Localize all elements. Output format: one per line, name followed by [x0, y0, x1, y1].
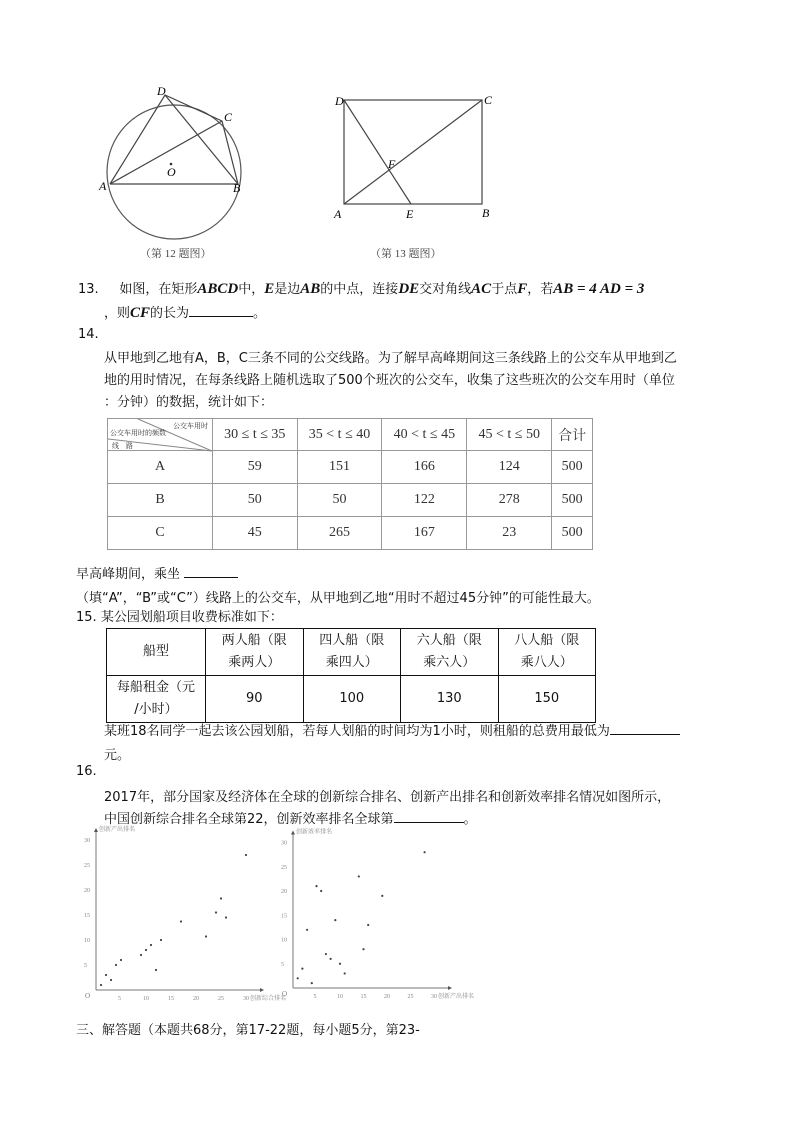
column-header: 40 < t ≤ 45 — [382, 419, 467, 451]
answer-blank-14[interactable] — [184, 565, 238, 578]
data-point — [145, 949, 147, 951]
data-point — [105, 974, 107, 976]
data-point — [381, 895, 383, 897]
question-14-line: 地的用时情况，在每条线路上随机选取了500个班次的公交车，收集了这些班次的公交车用时（单位 — [104, 373, 675, 388]
question-14-line: 从甲地到乙地有A，B，C三条不同的公交线路。为了解早高峰期间这三条线路上的公交车从甲地到乙 — [104, 351, 677, 366]
label-c: C — [484, 93, 493, 107]
x-tick-label: 25 — [218, 996, 224, 1002]
y-tick-label: 25 — [281, 864, 287, 871]
boat-price-table — [106, 628, 596, 723]
figure-12-caption: （第 12 题图） — [140, 248, 212, 260]
data-point — [358, 875, 360, 877]
origin-label: O — [85, 992, 91, 1000]
figure-13-caption: （第 13 题图） — [370, 248, 442, 260]
data-point — [245, 854, 247, 856]
y-tick-label: 30 — [281, 840, 287, 847]
x-tick-label: 10 — [337, 994, 343, 1000]
x-tick-label: 30 — [431, 994, 437, 1000]
data-point — [120, 959, 122, 961]
question-13: 13. 如图，在矩形ABCD中，E是边AB的中点，连接DE交对角线AC于点F，若AB = 4 AD = 3 — [78, 281, 645, 297]
question-16-line: 2017年，部分国家及经济体在全球的创新综合排名、创新产出排名和创新效率排名情况如图所示， — [104, 790, 671, 805]
y-tick-label: 20 — [281, 889, 287, 895]
data-point — [140, 954, 142, 956]
column-header: 合计 — [552, 419, 593, 451]
y-tick-label: 10 — [281, 937, 287, 944]
data-point — [325, 953, 327, 955]
label-b: B — [482, 206, 490, 220]
label-a: A — [99, 179, 107, 193]
label-a: A — [334, 207, 342, 221]
column-header: 30 ≤ t ≤ 35 — [213, 419, 298, 451]
figure-13 — [330, 90, 510, 265]
y-tick-label: 20 — [84, 888, 90, 894]
data-point — [180, 920, 182, 922]
data-point — [424, 851, 426, 853]
label-b: B — [233, 181, 241, 195]
column-header: 45 < t ≤ 50 — [467, 419, 552, 451]
data-point — [320, 890, 322, 892]
y-tick-label: 5 — [281, 961, 284, 968]
data-point — [225, 916, 227, 918]
y-tick-label: 15 — [84, 913, 90, 919]
x-tick-label: 5 — [313, 994, 317, 1000]
column-header: 35 < t ≤ 40 — [297, 419, 382, 451]
label-c: C — [224, 110, 233, 124]
question-15: 15. 某公园划船项目收费标准如下： — [76, 610, 283, 625]
y-axis-label: 创新效率排名 — [296, 829, 333, 836]
question-13-line2: ，则CF的长为 。 — [104, 305, 267, 321]
x-tick-label: 15 — [168, 996, 174, 1002]
data-point — [297, 977, 299, 979]
data-point — [205, 935, 207, 937]
x-tick-label: 20 — [384, 994, 390, 1000]
data-point — [220, 897, 222, 899]
data-point — [311, 982, 313, 984]
y-tick-label: 15 — [281, 913, 287, 920]
data-point — [160, 939, 162, 941]
label-e: E — [406, 207, 414, 221]
label-f: F — [388, 157, 396, 171]
data-point — [362, 948, 364, 950]
data-point — [215, 911, 217, 913]
question-14-number: 14. — [78, 327, 99, 342]
label-d: D — [157, 84, 166, 98]
x-tick-label: 20 — [193, 996, 199, 1002]
y-axis-arrow — [291, 831, 295, 835]
x-tick-label: 30 — [243, 996, 249, 1002]
data-point — [115, 964, 117, 966]
data-point — [301, 968, 303, 970]
table-row: 每船租金（元 /小时） 90 100 130 150 — [107, 676, 596, 723]
x-tick-label: 15 — [360, 994, 367, 1000]
question-15-unit: 元。 — [104, 748, 131, 763]
x-tick-label: 10 — [143, 996, 149, 1002]
data-point — [344, 972, 346, 974]
x-axis-arrow — [260, 988, 264, 992]
y-tick-label: 10 — [84, 938, 90, 944]
scatter-chart-efficiency-vs-output — [278, 822, 475, 1004]
bus-time-table — [107, 418, 593, 550]
question-15-text: 某班18名同学一起去该公园划船，若每人划船的时间均为1小时，则租船的总费用最低为 — [104, 720, 680, 739]
y-tick-label: 30 — [84, 838, 90, 844]
question-14-line: ：分钟）的数据，统计如下： — [104, 395, 274, 410]
question-16-number: 16. — [76, 764, 97, 779]
scatter-chart-output-vs-overall — [80, 822, 292, 1004]
diagonal-corner-cell: 公交车用时 公交车用时的频数 线 路 — [108, 419, 213, 451]
table-header-row — [108, 419, 593, 451]
data-point — [334, 919, 336, 921]
data-point — [330, 958, 332, 960]
table-row: A 59 151 166 124 500 — [108, 451, 593, 484]
x-tick-label: 5 — [118, 996, 121, 1002]
data-point — [110, 979, 112, 981]
y-tick-label: 5 — [84, 963, 87, 969]
question-16-line: 中国创新综合排名全球第22，创新效率排名全球第 。 — [104, 812, 477, 827]
x-tick-label: 25 — [407, 994, 414, 1000]
data-point — [150, 944, 152, 946]
answer-blank-15[interactable] — [610, 722, 680, 735]
table-header-row: 船型 两人船（限 乘两人） 四人船（限 乘四人） 六人船（限 乘六人） 八人船（限 乘八人） — [107, 629, 596, 676]
y-axis-label: 创新产出排名 — [99, 827, 136, 833]
data-point — [155, 969, 157, 971]
data-point — [306, 929, 308, 931]
origin-label: O — [282, 990, 288, 998]
question-14-answer-line: 早高峰期间，乘坐 — [76, 563, 238, 582]
label-o: O — [167, 165, 176, 179]
y-axis-arrow — [94, 828, 98, 832]
table-row: B 50 50 122 278 500 — [108, 484, 593, 517]
data-point — [367, 924, 369, 926]
section-3-heading: 三、解答题（本题共68分，第17-22题，每小题5分，第23- — [76, 1023, 420, 1038]
x-axis-arrow — [448, 986, 452, 990]
data-point — [100, 984, 102, 986]
figure-12 — [95, 80, 265, 265]
label-d: D — [335, 94, 344, 108]
answer-blank-13[interactable] — [189, 304, 253, 317]
data-point — [339, 963, 341, 965]
x-axis-label: 创新综合排名 — [250, 996, 287, 1002]
y-tick-label: 25 — [84, 863, 90, 869]
data-point — [315, 885, 317, 887]
question-14-answer-hint: （填“A”，“B”或“C”）线路上的公交车，从甲地到乙地“用时不超过45分钟”的可能性最大。 — [76, 591, 600, 606]
table-row: C 45 265 167 23 500 — [108, 517, 593, 550]
x-axis-label: 创新产出排名 — [438, 994, 475, 1000]
